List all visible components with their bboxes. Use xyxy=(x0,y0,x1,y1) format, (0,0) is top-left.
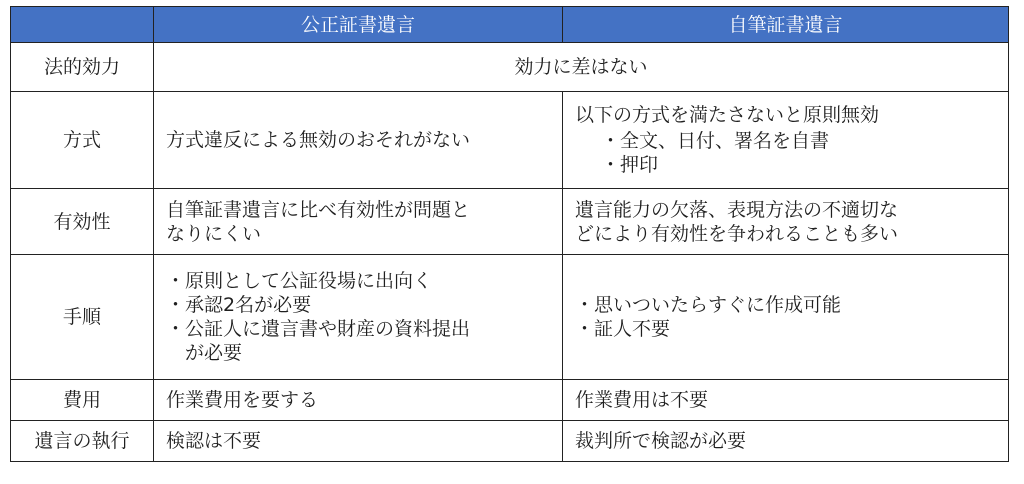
legal-effect-merged-cell: 効力に差はない xyxy=(154,43,1009,92)
label-execution: 遺言の執行 xyxy=(11,421,154,462)
procedure-holographic-cell xyxy=(563,255,1009,380)
header-notarized-will: 公正証書遺言 xyxy=(154,7,563,43)
label-method: 方式 xyxy=(11,92,154,189)
procedure-notarized-item: ・承認2名が必要 xyxy=(166,294,312,316)
label-procedure: 手順 xyxy=(11,255,154,380)
method-notarized-text: 方式違反による無効のおそれがない xyxy=(166,129,471,151)
validity-notarized-line: 自筆証書遺言に比べ有効性が問題と xyxy=(166,198,471,221)
header-holographic-will: 自筆証書遺言 xyxy=(563,7,1009,43)
row-cost xyxy=(11,380,1009,421)
method-holographic-item: ・押印 xyxy=(601,154,659,176)
procedure-notarized-cell xyxy=(154,255,563,380)
method-holographic-heading: 以下の方式を満たさないと原則無効 xyxy=(575,104,880,126)
execution-notarized-cell: 検認は不要 xyxy=(154,421,563,462)
method-holographic-cell xyxy=(563,92,1009,189)
validity-holographic-line: どにより有効性を争われることも多い xyxy=(575,222,899,245)
procedure-notarized-item: ・公証人に遺言書や財産の資料提出 xyxy=(166,318,471,340)
validity-notarized-cell xyxy=(154,189,563,255)
validity-notarized-line: なりにくい xyxy=(166,222,262,245)
execution-holographic-cell: 裁判所で検認が必要 xyxy=(563,421,1009,462)
validity-holographic-cell xyxy=(563,189,1009,255)
procedure-holographic-item: ・思いついたらすぐに作成可能 xyxy=(575,294,842,316)
label-cost: 費用 xyxy=(11,380,154,421)
procedure-notarized-item: ・原則として公証役場に出向く xyxy=(166,270,433,292)
header-row xyxy=(11,7,1009,43)
cost-holographic-cell: 作業費用は不要 xyxy=(563,380,1009,421)
method-notarized-cell xyxy=(154,92,563,189)
header-corner-cell xyxy=(11,7,154,43)
label-validity: 有効性 xyxy=(11,189,154,255)
method-holographic-item: ・全文、日付、署名を自書 xyxy=(601,130,830,152)
will-comparison-table xyxy=(10,6,1009,462)
cost-notarized-cell: 作業費用を要する xyxy=(154,380,563,421)
procedure-notarized-item-continuation: が必要 xyxy=(185,342,243,364)
row-procedure xyxy=(11,255,1009,380)
row-validity xyxy=(11,189,1009,255)
label-legal-effect: 法的効力 xyxy=(11,43,154,92)
row-legal-effect xyxy=(11,43,1009,92)
procedure-holographic-item: ・証人不要 xyxy=(575,318,671,340)
validity-holographic-line: 遺言能力の欠落、表現方法の不適切な xyxy=(575,198,899,221)
row-method xyxy=(11,92,1009,189)
row-execution xyxy=(11,421,1009,462)
